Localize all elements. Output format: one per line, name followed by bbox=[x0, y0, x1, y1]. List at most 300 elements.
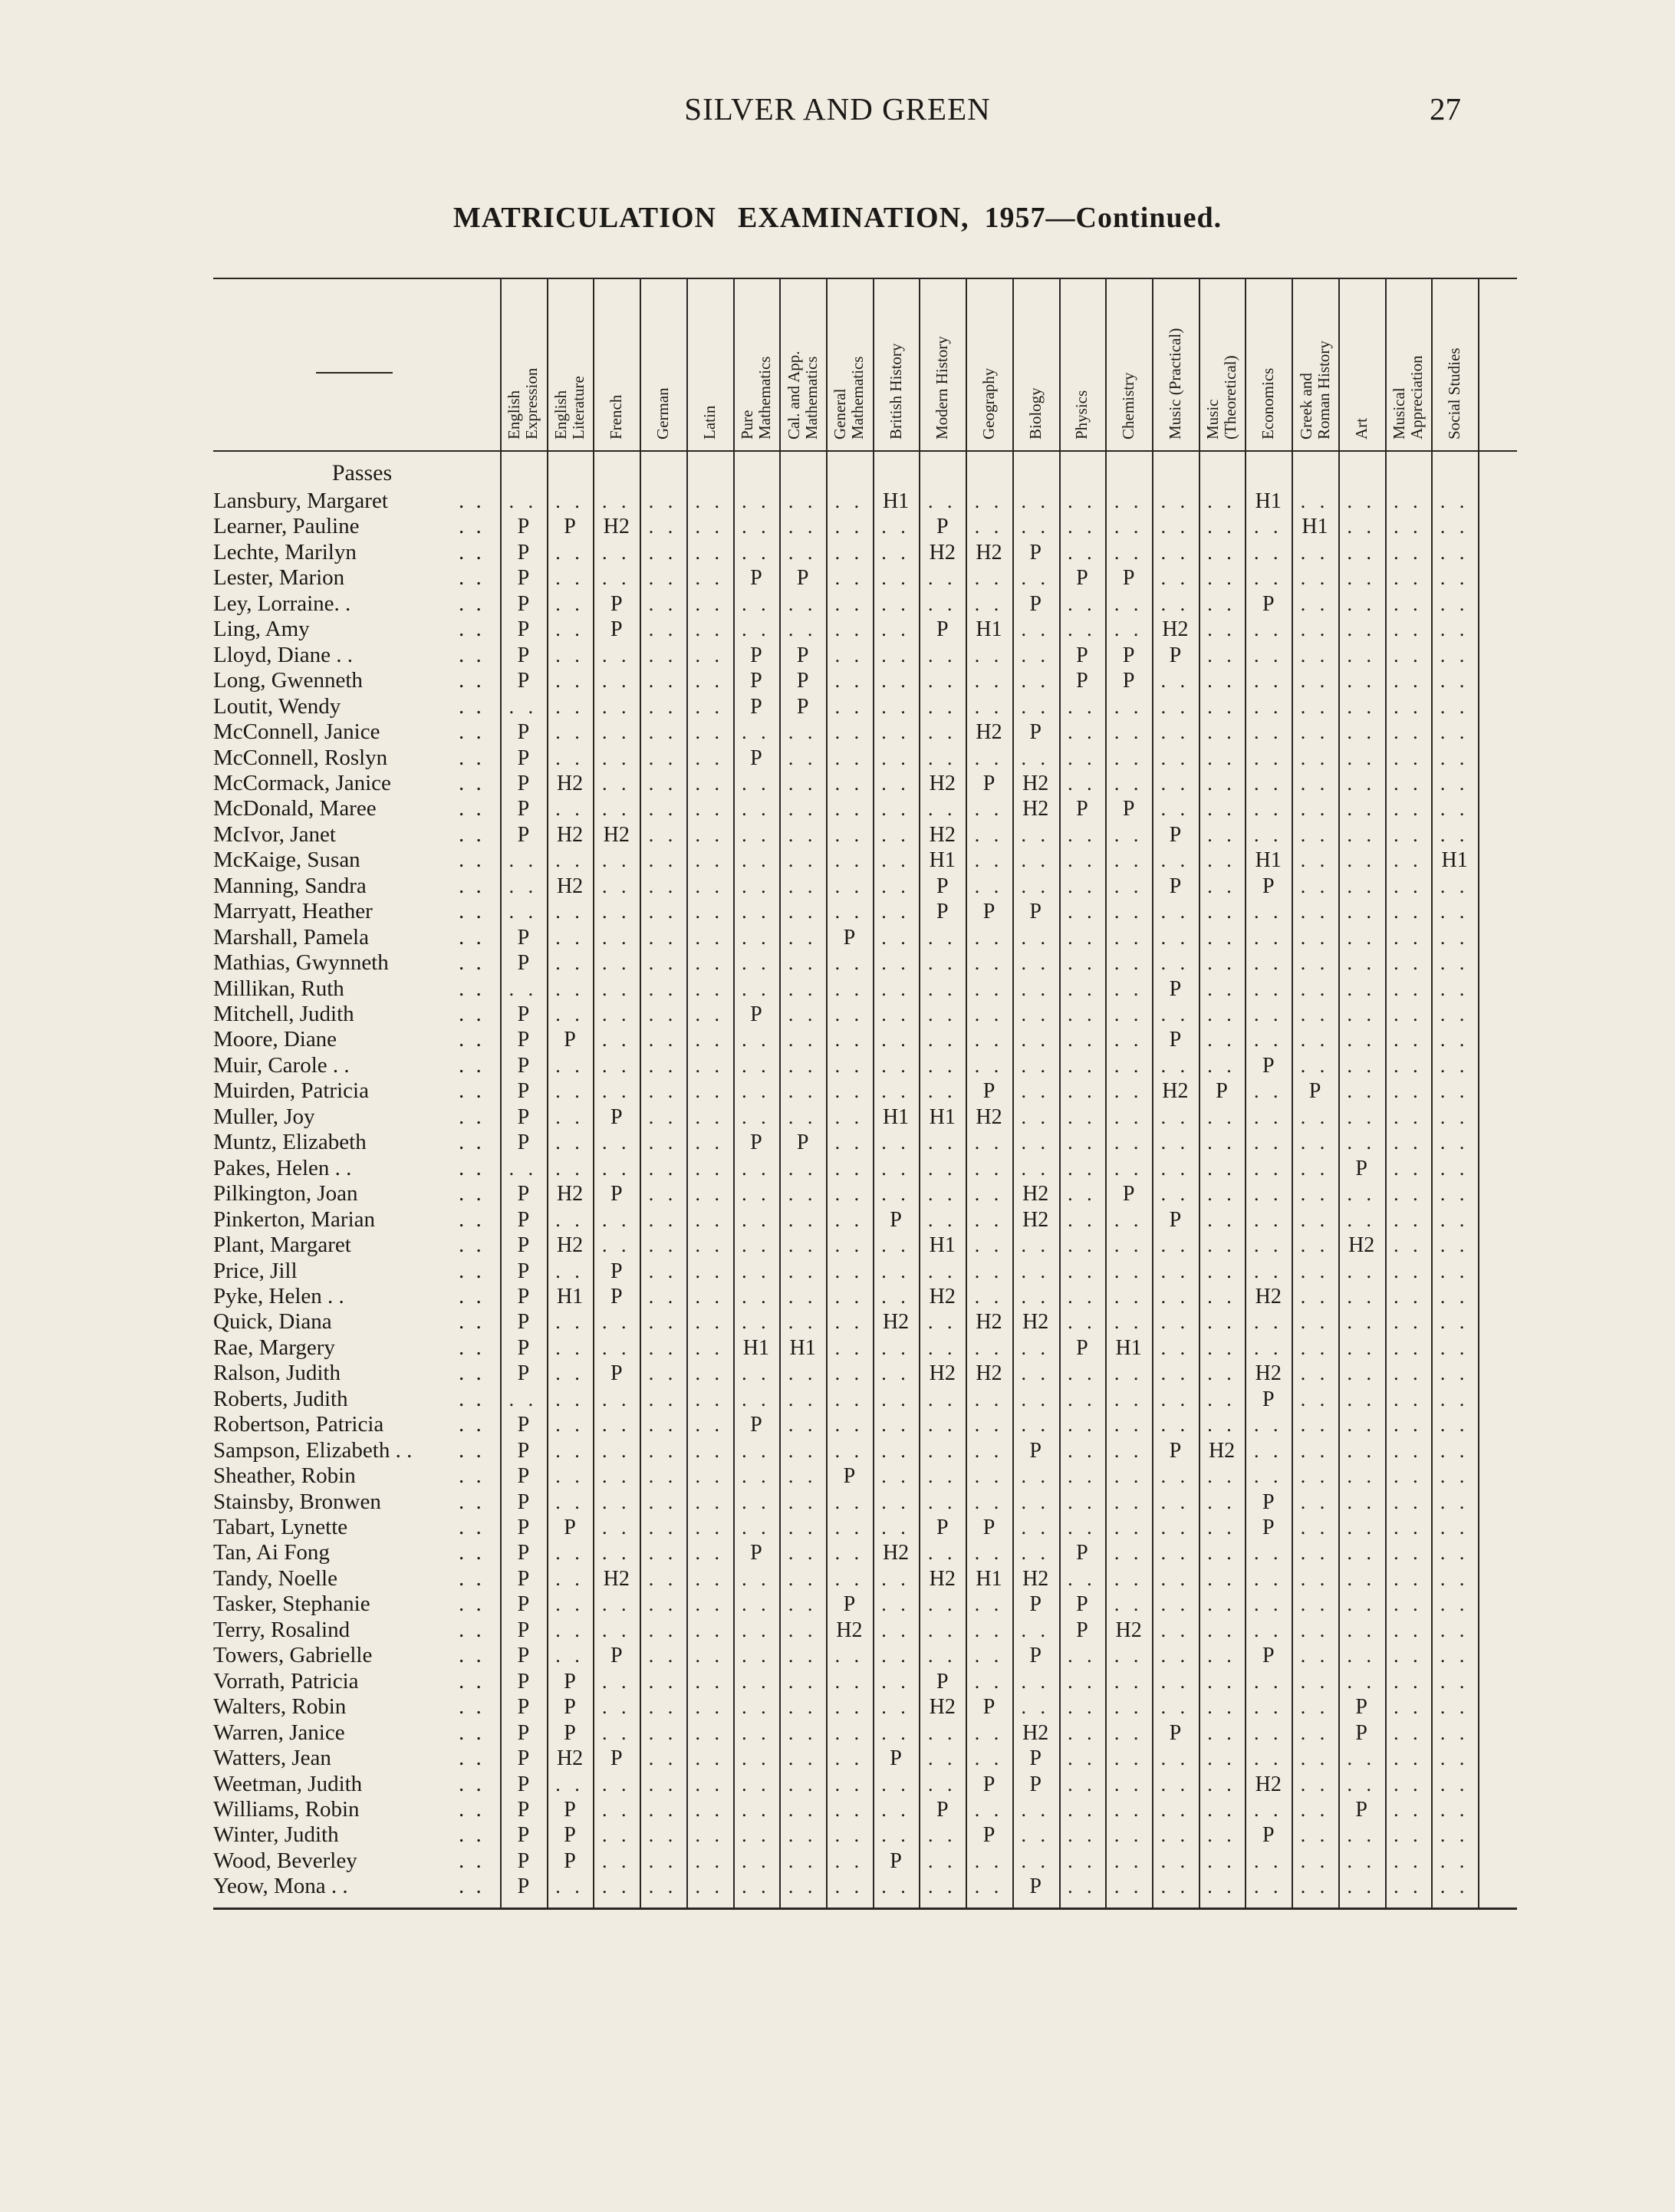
result-cell: P bbox=[890, 1848, 902, 1873]
table-row bbox=[0, 489, 1675, 514]
result-cell: . . bbox=[1300, 1567, 1330, 1590]
student-name: Loutit, Wendy bbox=[213, 693, 341, 719]
result-cell: P bbox=[517, 1310, 530, 1335]
result-cell: . . bbox=[1207, 541, 1236, 564]
result-cell: P bbox=[750, 1002, 762, 1026]
result-cell: . . bbox=[928, 1003, 957, 1025]
result-cell: H2 bbox=[603, 1566, 630, 1591]
result-cell: . . bbox=[1440, 1618, 1469, 1641]
table-row bbox=[0, 1540, 1675, 1565]
student-name: Winter, Judith bbox=[213, 1822, 339, 1848]
result-cell: . . bbox=[648, 900, 678, 923]
result-cell: . . bbox=[555, 1208, 584, 1231]
result-cell: P bbox=[1029, 1438, 1042, 1463]
result-cell: . . bbox=[974, 1285, 1004, 1308]
result-cell: . . bbox=[1347, 1567, 1376, 1590]
result-cell: P bbox=[610, 1182, 623, 1206]
result-cell: . . bbox=[1114, 1773, 1144, 1796]
result-cell: . . bbox=[742, 1696, 771, 1719]
result-cell: . . bbox=[695, 695, 724, 718]
result-cell: P bbox=[890, 1207, 902, 1232]
result-cell: . . bbox=[555, 1465, 584, 1488]
column-header bbox=[739, 357, 774, 439]
result-cell: . . bbox=[1440, 1773, 1469, 1796]
leader-dots: . . bbox=[459, 1565, 485, 1591]
result-cell: . . bbox=[788, 1285, 818, 1308]
student-name: Muirden, Patricia bbox=[213, 1078, 369, 1104]
result-cell: . . bbox=[1160, 1183, 1190, 1206]
result-cell: . . bbox=[788, 926, 818, 949]
result-cell: . . bbox=[1347, 1183, 1376, 1206]
result-cell: . . bbox=[1394, 952, 1423, 975]
result-cell: . . bbox=[881, 1618, 910, 1641]
student-name: Watters, Jean bbox=[213, 1746, 331, 1771]
result-cell: . . bbox=[1068, 849, 1097, 872]
result-cell: . . bbox=[1254, 926, 1283, 949]
result-cell: . . bbox=[508, 849, 538, 872]
result-cell: . . bbox=[928, 1387, 957, 1410]
result-cell: . . bbox=[695, 1054, 724, 1077]
student-name: McIvor, Janet bbox=[213, 821, 336, 847]
result-cell: . . bbox=[1068, 1362, 1097, 1385]
student-name: Muller, Joy bbox=[213, 1104, 315, 1129]
leader-dots: . . bbox=[459, 1412, 485, 1437]
result-cell: . . bbox=[602, 1131, 631, 1154]
result-cell: . . bbox=[1394, 1131, 1423, 1154]
result-cell: . . bbox=[648, 1003, 678, 1025]
result-cell: . . bbox=[881, 1824, 910, 1847]
result-cell: . . bbox=[1160, 1875, 1190, 1898]
result-cell: . . bbox=[834, 1157, 864, 1180]
result-cell: . . bbox=[602, 874, 631, 897]
result-cell: . . bbox=[1114, 1824, 1144, 1847]
result-cell: P bbox=[564, 515, 576, 539]
result-cell: P bbox=[610, 1644, 623, 1668]
leader-dots: . . bbox=[459, 1027, 485, 1052]
result-cell: . . bbox=[1394, 1414, 1423, 1437]
result-cell: . . bbox=[1254, 618, 1283, 641]
result-cell: . . bbox=[788, 1362, 818, 1385]
result-cell: . . bbox=[648, 1157, 678, 1180]
leader-dots: . . bbox=[459, 924, 485, 950]
result-cell: . . bbox=[1207, 1259, 1236, 1282]
title-continued: —Continued. bbox=[1045, 202, 1223, 234]
result-cell: P bbox=[796, 1131, 809, 1155]
result-cell: . . bbox=[834, 1183, 864, 1206]
result-cell: . . bbox=[1160, 541, 1190, 564]
column-header-line: Chemistry bbox=[1119, 372, 1138, 439]
result-cell: . . bbox=[788, 1644, 818, 1667]
result-cell: . . bbox=[1160, 1798, 1190, 1821]
result-cell: . . bbox=[1347, 1285, 1376, 1308]
result-cell: . . bbox=[1021, 746, 1050, 769]
student-name: Long, Gwenneth bbox=[213, 668, 363, 693]
result-cell: . . bbox=[1394, 1029, 1423, 1052]
running-title: SILVER AND GREEN bbox=[684, 91, 991, 127]
result-cell: P bbox=[1076, 1592, 1088, 1617]
student-name: Mitchell, Judith bbox=[213, 1002, 354, 1026]
student-name: Tandy, Noelle bbox=[213, 1565, 337, 1591]
result-cell: P bbox=[982, 1823, 995, 1848]
result-cell: . . bbox=[602, 1516, 631, 1539]
result-cell: . . bbox=[695, 592, 724, 615]
result-cell: P bbox=[517, 1438, 530, 1463]
result-cell: . . bbox=[695, 952, 724, 975]
result-cell: . . bbox=[1394, 1234, 1423, 1257]
result-cell: . . bbox=[1440, 618, 1469, 641]
result-cell: H1 bbox=[976, 617, 1002, 642]
table-row bbox=[0, 643, 1675, 668]
result-cell: . . bbox=[742, 1824, 771, 1847]
student-name: McConnell, Janice bbox=[213, 719, 380, 745]
result-cell: P bbox=[1076, 643, 1088, 667]
student-name: Stainsby, Bronwen bbox=[213, 1489, 381, 1514]
result-cell: P bbox=[610, 1104, 623, 1129]
result-cell: . . bbox=[881, 1439, 910, 1462]
result-cell: . . bbox=[648, 1849, 678, 1872]
result-cell: . . bbox=[1440, 515, 1469, 538]
result-cell: . . bbox=[695, 1824, 724, 1847]
result-cell: P bbox=[796, 669, 809, 693]
result-cell: . . bbox=[1068, 490, 1097, 512]
result-cell: P bbox=[1308, 1079, 1321, 1104]
student-name: Pinkerton, Marian bbox=[213, 1206, 376, 1232]
result-cell: . . bbox=[648, 1311, 678, 1334]
table-row bbox=[0, 976, 1675, 1002]
result-cell: . . bbox=[1300, 567, 1330, 590]
result-cell: . . bbox=[742, 1080, 771, 1103]
result-cell: . . bbox=[742, 541, 771, 564]
result-cell: . . bbox=[881, 1875, 910, 1898]
result-cell: P bbox=[750, 566, 762, 591]
result-cell: . . bbox=[788, 798, 818, 821]
result-cell: . . bbox=[881, 823, 910, 846]
result-cell: . . bbox=[1207, 618, 1236, 641]
result-cell: . . bbox=[788, 515, 818, 538]
result-cell: P bbox=[1122, 1182, 1135, 1206]
result-cell: P bbox=[517, 1541, 530, 1565]
result-cell: . . bbox=[1068, 1465, 1097, 1488]
result-cell: P bbox=[1029, 1875, 1042, 1899]
result-cell: . . bbox=[1347, 1003, 1376, 1025]
column-header bbox=[552, 376, 587, 439]
result-cell: . . bbox=[928, 1644, 957, 1667]
student-name: Roberts, Judith bbox=[213, 1386, 348, 1411]
result-cell: P bbox=[517, 925, 530, 950]
result-cell: . . bbox=[788, 541, 818, 564]
result-cell: . . bbox=[1068, 1490, 1097, 1513]
result-cell: . . bbox=[695, 1285, 724, 1308]
result-cell: . . bbox=[1207, 900, 1236, 923]
result-cell: P bbox=[517, 1669, 530, 1694]
result-cell: . . bbox=[602, 1490, 631, 1513]
result-cell: . . bbox=[834, 874, 864, 897]
result-cell: . . bbox=[648, 1054, 678, 1077]
column-header-line: Music (Practical) bbox=[1165, 328, 1184, 439]
result-cell: H2 bbox=[556, 822, 584, 847]
column-header-line: Appreciation bbox=[1407, 355, 1426, 439]
result-cell: . . bbox=[648, 1542, 678, 1565]
result-cell: . . bbox=[1160, 746, 1190, 769]
result-cell: . . bbox=[881, 1054, 910, 1077]
result-cell: . . bbox=[1347, 1362, 1376, 1385]
result-cell: . . bbox=[1347, 1105, 1376, 1128]
result-cell: . . bbox=[928, 1875, 957, 1898]
result-cell: . . bbox=[602, 1439, 631, 1462]
result-cell: . . bbox=[695, 1029, 724, 1052]
result-cell: . . bbox=[1207, 1285, 1236, 1308]
result-cell: . . bbox=[648, 1747, 678, 1770]
result-cell: P bbox=[517, 1823, 530, 1848]
result-cell: . . bbox=[648, 1593, 678, 1616]
result-cell: . . bbox=[788, 1311, 818, 1334]
result-cell: . . bbox=[1440, 772, 1469, 795]
result-cell: P bbox=[517, 1361, 530, 1386]
result-cell: P bbox=[1169, 1438, 1182, 1463]
result-cell: P bbox=[1076, 1335, 1088, 1360]
result-cell: . . bbox=[1394, 1516, 1423, 1539]
result-cell: . . bbox=[695, 1131, 724, 1154]
result-cell: . . bbox=[555, 1439, 584, 1462]
result-cell: . . bbox=[1440, 1234, 1469, 1257]
result-cell: . . bbox=[1440, 1567, 1469, 1590]
result-cell: . . bbox=[1300, 1131, 1330, 1154]
table-row bbox=[0, 540, 1675, 565]
result-cell: . . bbox=[1440, 926, 1469, 949]
result-cell: . . bbox=[1300, 746, 1330, 769]
result-cell: . . bbox=[834, 1105, 864, 1128]
result-cell: . . bbox=[1347, 823, 1376, 846]
result-cell: . . bbox=[1300, 1414, 1330, 1437]
table-row bbox=[0, 1694, 1675, 1720]
result-cell: . . bbox=[1207, 1849, 1236, 1872]
student-name: Pilkington, Joan bbox=[213, 1181, 358, 1206]
result-cell: P bbox=[517, 1592, 530, 1617]
result-cell: . . bbox=[788, 1490, 818, 1513]
result-cell: . . bbox=[602, 541, 631, 564]
student-name: Ling, Amy bbox=[213, 617, 310, 642]
bottom-rule bbox=[213, 1908, 1517, 1910]
result-cell: P bbox=[517, 515, 530, 539]
result-cell: . . bbox=[1300, 1542, 1330, 1565]
result-cell: . . bbox=[974, 1798, 1004, 1821]
result-cell: . . bbox=[742, 1875, 771, 1898]
leader-dots: . . bbox=[459, 1668, 485, 1694]
result-cell: . . bbox=[1347, 1208, 1376, 1231]
result-cell: . . bbox=[788, 1054, 818, 1077]
result-cell: . . bbox=[1021, 1542, 1050, 1565]
result-cell: . . bbox=[1440, 695, 1469, 718]
table-row bbox=[0, 1156, 1675, 1181]
result-cell: . . bbox=[695, 746, 724, 769]
result-cell: . . bbox=[1394, 746, 1423, 769]
leader-dots: . . bbox=[459, 976, 485, 1001]
result-cell: . . bbox=[1300, 823, 1330, 846]
result-cell: . . bbox=[1440, 670, 1469, 693]
result-cell: . . bbox=[881, 1721, 910, 1744]
result-cell: . . bbox=[881, 1003, 910, 1025]
result-cell: H2 bbox=[929, 822, 956, 847]
result-cell: H2 bbox=[1162, 1079, 1189, 1104]
result-cell: . . bbox=[928, 1311, 957, 1334]
result-cell: . . bbox=[1160, 721, 1190, 744]
result-cell: . . bbox=[1254, 1439, 1283, 1462]
result-cell: . . bbox=[1160, 490, 1190, 512]
result-cell: . . bbox=[1300, 1105, 1330, 1128]
student-name: Lechte, Marilyn bbox=[213, 539, 357, 565]
result-cell: . . bbox=[648, 695, 678, 718]
result-cell: H2 bbox=[976, 1104, 1002, 1129]
result-cell: . . bbox=[1347, 1644, 1376, 1667]
result-cell: . . bbox=[1114, 926, 1144, 949]
result-cell: P bbox=[1122, 643, 1135, 667]
result-cell: P bbox=[1262, 1823, 1275, 1848]
result-cell: . . bbox=[1068, 1234, 1097, 1257]
result-cell: . . bbox=[1300, 926, 1330, 949]
table-row bbox=[0, 1566, 1675, 1592]
result-cell: . . bbox=[1114, 1490, 1144, 1513]
result-cell: . . bbox=[788, 1157, 818, 1180]
result-cell: . . bbox=[1114, 1208, 1144, 1231]
result-cell: . . bbox=[648, 1285, 678, 1308]
table-row bbox=[0, 1746, 1675, 1771]
result-cell: . . bbox=[1207, 977, 1236, 1000]
table-row bbox=[0, 771, 1675, 796]
result-cell: . . bbox=[1440, 1003, 1469, 1025]
result-cell: . . bbox=[1254, 1259, 1283, 1282]
result-cell: . . bbox=[974, 1542, 1004, 1565]
result-cell: . . bbox=[834, 515, 864, 538]
result-cell: P bbox=[517, 1875, 530, 1899]
result-cell: H2 bbox=[882, 1541, 910, 1565]
result-cell: . . bbox=[1160, 1311, 1190, 1334]
result-cell: . . bbox=[555, 1003, 584, 1025]
result-cell: . . bbox=[1440, 1875, 1469, 1898]
result-cell: . . bbox=[602, 1336, 631, 1359]
result-cell: P bbox=[517, 1464, 530, 1489]
student-name: Ralson, Judith bbox=[213, 1361, 341, 1386]
result-cell: . . bbox=[1394, 644, 1423, 667]
result-cell: P bbox=[517, 1053, 530, 1078]
result-cell: . . bbox=[1254, 644, 1283, 667]
result-cell: . . bbox=[508, 1157, 538, 1180]
result-cell: . . bbox=[1347, 515, 1376, 538]
result-cell: . . bbox=[1160, 1465, 1190, 1488]
result-cell: . . bbox=[974, 1259, 1004, 1282]
result-cell: . . bbox=[1207, 592, 1236, 615]
result-cell: . . bbox=[1207, 1003, 1236, 1025]
result-cell: . . bbox=[1347, 592, 1376, 615]
result-cell: . . bbox=[1021, 977, 1050, 1000]
result-cell: . . bbox=[788, 1465, 818, 1488]
result-cell: . . bbox=[602, 1875, 631, 1898]
result-cell: . . bbox=[974, 1644, 1004, 1667]
result-cell: . . bbox=[1300, 1798, 1330, 1821]
result-cell: . . bbox=[555, 1362, 584, 1385]
result-cell: H2 bbox=[1255, 1361, 1282, 1386]
result-cell: . . bbox=[974, 1721, 1004, 1744]
result-cell: . . bbox=[1068, 1157, 1097, 1180]
student-name: Vorrath, Patricia bbox=[213, 1668, 359, 1694]
result-cell: . . bbox=[881, 874, 910, 897]
column-header-line: French bbox=[607, 394, 626, 439]
table-row bbox=[0, 1822, 1675, 1848]
result-cell: . . bbox=[834, 670, 864, 693]
result-cell: . . bbox=[1347, 618, 1376, 641]
column-header-line: Roman History bbox=[1314, 341, 1333, 439]
result-cell: . . bbox=[742, 1721, 771, 1744]
result-cell: . . bbox=[881, 1670, 910, 1693]
result-cell: . . bbox=[1300, 541, 1330, 564]
result-cell: . . bbox=[881, 1387, 910, 1410]
result-cell: . . bbox=[555, 1875, 584, 1898]
result-cell: . . bbox=[648, 798, 678, 821]
result-cell: . . bbox=[602, 1054, 631, 1077]
result-cell: . . bbox=[1114, 1465, 1144, 1488]
result-cell: . . bbox=[1347, 1670, 1376, 1693]
result-cell: . . bbox=[1160, 1105, 1190, 1128]
result-cell: H2 bbox=[556, 1746, 584, 1771]
result-cell: . . bbox=[1254, 952, 1283, 975]
result-cell: . . bbox=[1394, 900, 1423, 923]
leader-dots: . . bbox=[459, 899, 485, 924]
result-cell: . . bbox=[742, 1849, 771, 1872]
result-cell: . . bbox=[1068, 1105, 1097, 1128]
result-cell: P bbox=[982, 771, 995, 795]
result-cell: . . bbox=[1254, 670, 1283, 693]
result-cell: . . bbox=[1160, 1336, 1190, 1359]
leader-dots: . . bbox=[459, 1233, 485, 1258]
leader-dots: . . bbox=[459, 873, 485, 898]
result-cell: . . bbox=[1021, 644, 1050, 667]
result-cell: . . bbox=[1440, 1747, 1469, 1770]
result-cell: P bbox=[1076, 669, 1088, 693]
result-cell: . . bbox=[1394, 823, 1423, 846]
result-cell: . . bbox=[695, 1336, 724, 1359]
student-name: Terry, Rosalind bbox=[213, 1617, 350, 1642]
result-cell: . . bbox=[555, 721, 584, 744]
result-cell: . . bbox=[555, 1542, 584, 1565]
leader-dots: . . bbox=[459, 745, 485, 770]
column-header-line: Physics bbox=[1072, 390, 1091, 439]
result-cell: H2 bbox=[976, 720, 1002, 745]
result-cell: . . bbox=[788, 1567, 818, 1590]
result-cell: P bbox=[517, 1797, 530, 1822]
result-cell: . . bbox=[1394, 1593, 1423, 1616]
result-cell: . . bbox=[881, 772, 910, 795]
result-cell: . . bbox=[1160, 670, 1190, 693]
result-cell: . . bbox=[1160, 1259, 1190, 1282]
column-header bbox=[831, 357, 867, 439]
result-cell: . . bbox=[1207, 746, 1236, 769]
result-cell: . . bbox=[648, 1208, 678, 1231]
column-header bbox=[887, 344, 905, 439]
result-cell: . . bbox=[881, 1157, 910, 1180]
result-cell: . . bbox=[742, 515, 771, 538]
result-cell: . . bbox=[1394, 1465, 1423, 1488]
result-cell: . . bbox=[788, 1593, 818, 1616]
result-cell: P bbox=[1262, 1053, 1275, 1078]
result-cell: . . bbox=[1347, 1080, 1376, 1103]
result-cell: . . bbox=[974, 1849, 1004, 1872]
result-cell: . . bbox=[974, 746, 1004, 769]
result-cell: . . bbox=[1300, 1387, 1330, 1410]
result-cell: . . bbox=[1440, 1542, 1469, 1565]
result-cell: P bbox=[936, 874, 949, 898]
result-cell: H1 bbox=[556, 1284, 584, 1308]
result-cell: . . bbox=[742, 1798, 771, 1821]
result-cell: . . bbox=[1160, 772, 1190, 795]
